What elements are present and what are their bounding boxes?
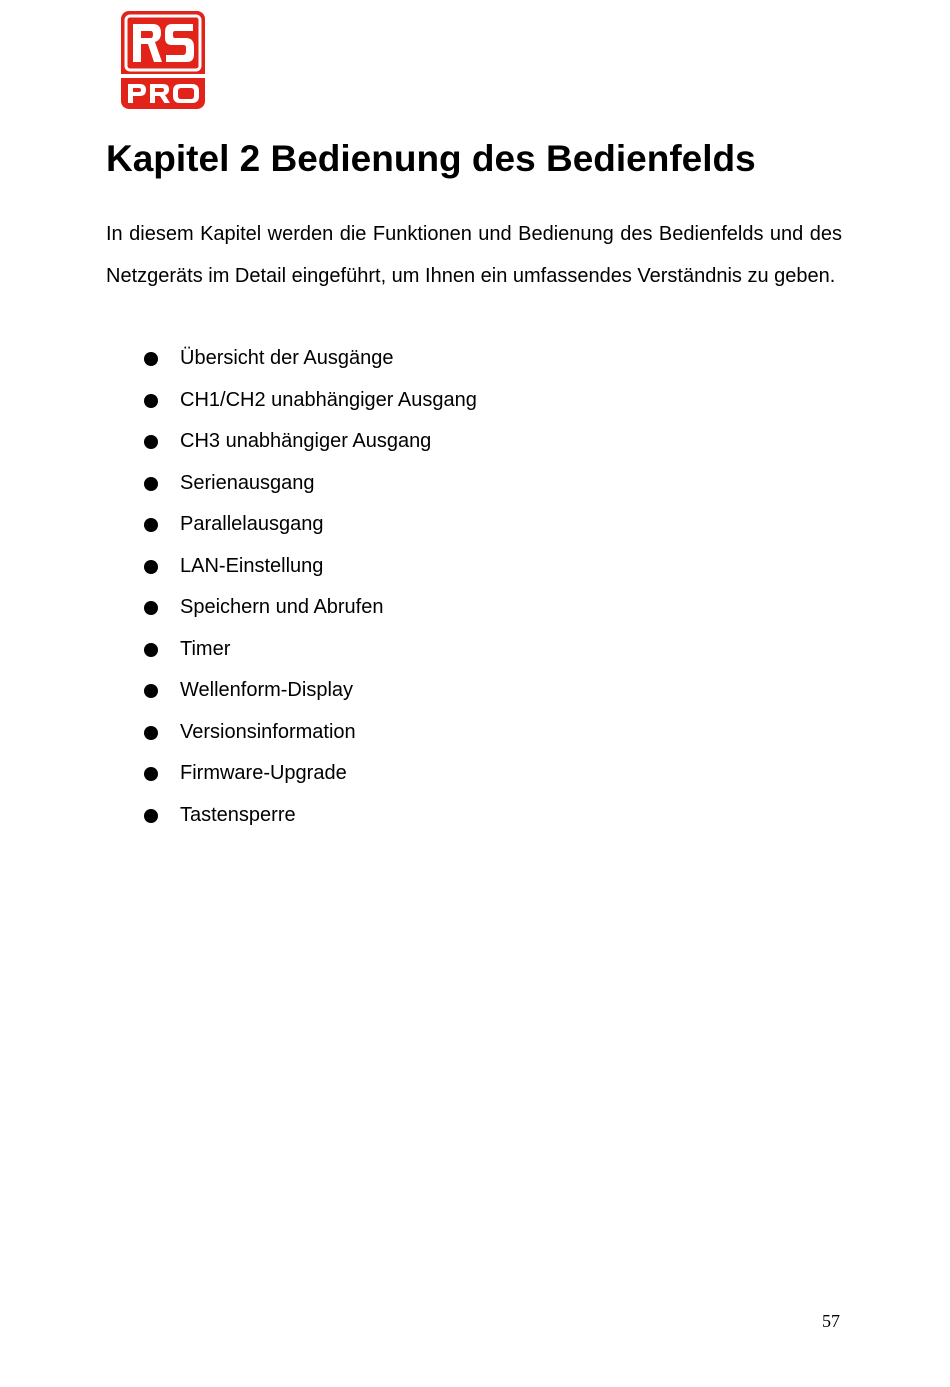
list-item-label: CH3 unabhängiger Ausgang: [180, 430, 432, 452]
chapter-topic-list: [106, 338, 842, 836]
chapter-intro: In diesem Kapitel werden die Funktionen und Bedienung des Bedienfelds und des Netzgeräts im Detail eingeführt, um Ihnen ein umfassendes Verständnis zu geben.: [106, 223, 842, 287]
page-title: Kapitel 2 Bedienung des Bedienfelds: [106, 138, 756, 179]
list-item-label: LAN-Einstellung: [180, 554, 324, 577]
bullet-icon: [144, 435, 158, 449]
list-item-label: CH1/CH2 unabhängiger Ausgang: [180, 388, 477, 411]
rs-pro-logo: [120, 10, 206, 110]
bullet-icon: [144, 352, 158, 366]
list-item: [106, 380, 842, 422]
bullet-icon: [144, 518, 158, 532]
bullet-icon: [144, 767, 158, 781]
list-item: [106, 421, 842, 463]
page-number: 57: [822, 1311, 840, 1331]
bullet-icon: [144, 601, 158, 615]
list-item-label: Timer: [180, 637, 231, 660]
list-item: [106, 712, 842, 754]
list-item-label: Parallelausgang: [180, 513, 324, 535]
list-item-label: Übersicht der Ausgänge: [180, 347, 394, 369]
list-item: [106, 338, 842, 380]
bullet-icon: [144, 560, 158, 574]
list-item: [106, 546, 842, 588]
list-item: [106, 670, 842, 712]
bullet-icon: [144, 643, 158, 657]
list-item-label: Versionsinformation: [180, 720, 356, 743]
list-item: [106, 504, 842, 546]
list-item-label: Tastensperre: [180, 803, 296, 826]
list-item: [106, 463, 842, 505]
bullet-icon: [144, 394, 158, 408]
bullet-icon: [144, 684, 158, 698]
list-item-label: Speichern und Abrufen: [180, 596, 384, 618]
list-item-label: Wellenform-Display: [180, 679, 354, 701]
list-item: [106, 753, 842, 795]
list-item: [106, 587, 842, 629]
bullet-icon: [144, 726, 158, 740]
list-item-label: Firmware-Upgrade: [180, 762, 347, 784]
list-item-label: Serienausgang: [180, 471, 315, 494]
list-item: [106, 795, 842, 837]
bullet-icon: [144, 477, 158, 491]
bullet-icon: [144, 809, 158, 823]
list-item: [106, 629, 842, 671]
